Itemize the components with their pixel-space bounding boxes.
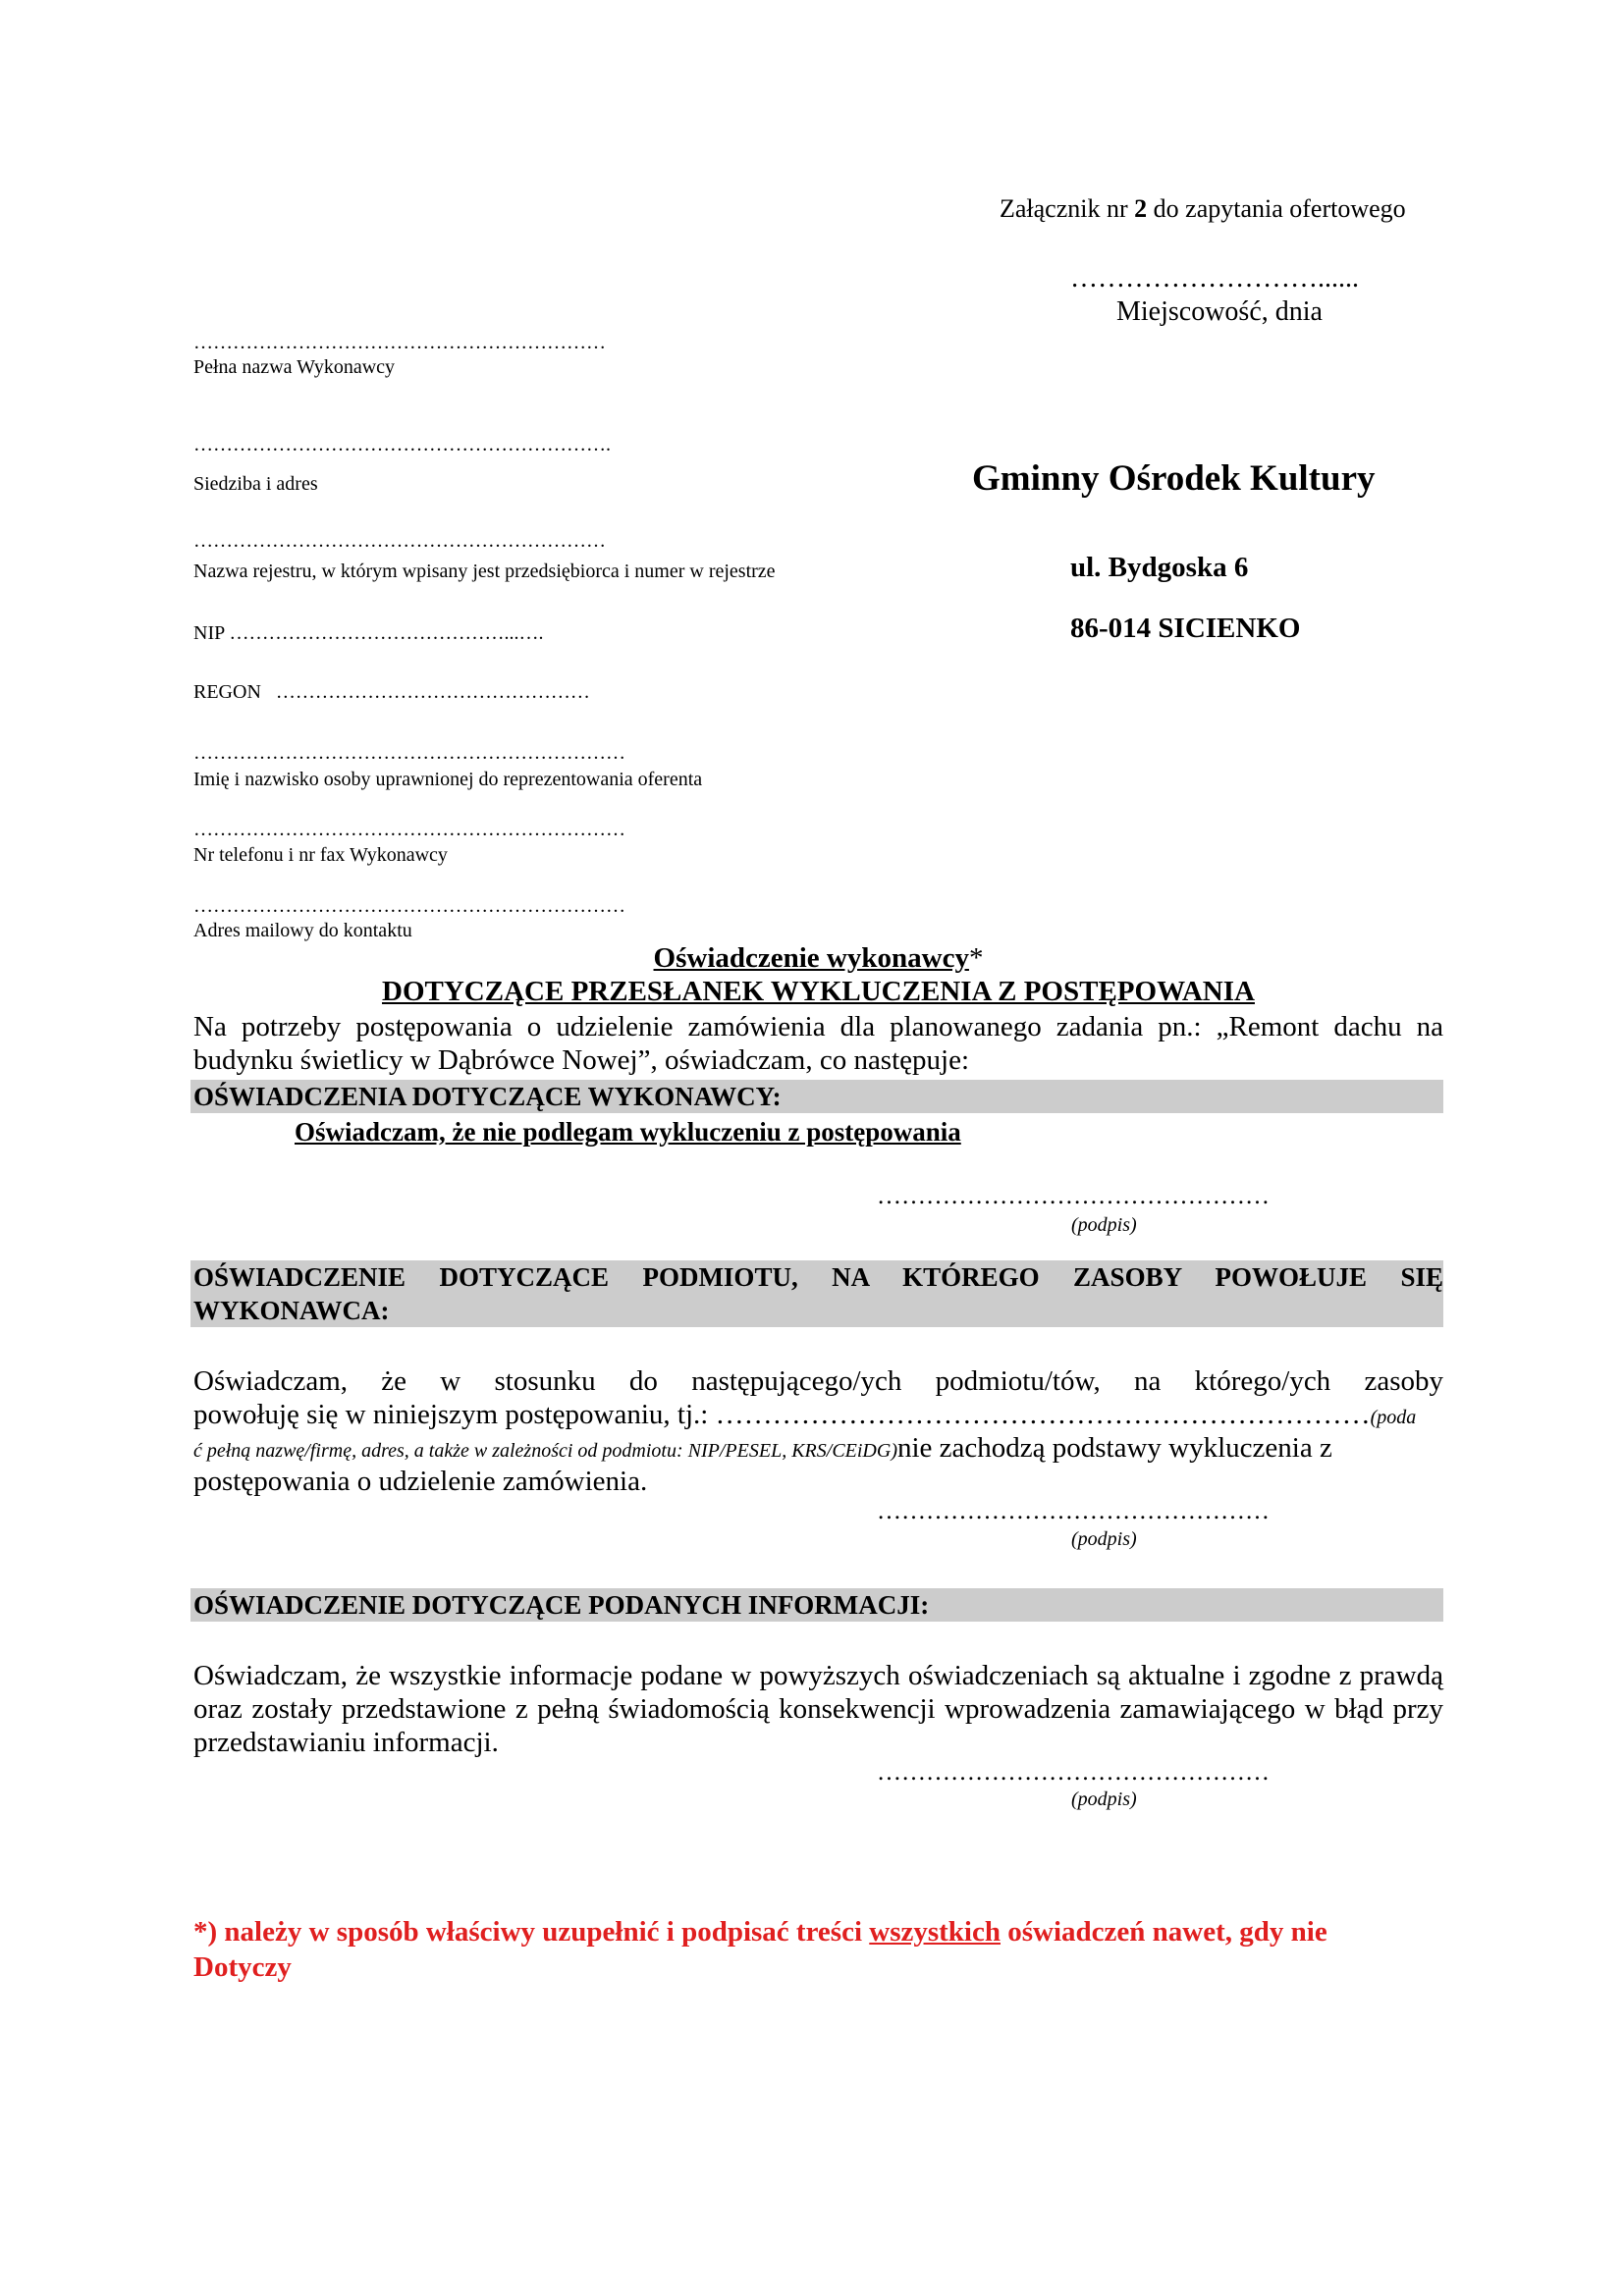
- section1-heading: OŚWIADCZENIA DOTYCZĄCE WYKONAWCY:: [193, 1082, 782, 1111]
- annex-suffix: do zapytania ofertowego: [1147, 194, 1406, 223]
- title-line1: [193, 942, 1443, 975]
- registry-label: Nazwa rejestru, w którym wpisany jest przedsiębiorca i numer w rejestrze: [193, 561, 776, 582]
- section2-line3-italic: ć pełną nazwę/firmę, adres, a także w zależności od podmiotu: NIP/PESEL, KRS/CEiDG): [193, 1440, 897, 1462]
- regon-label: REGON: [193, 681, 261, 703]
- section2-line1: Oświadczam, że w stosunku do następującego/ych podmiotu/tów, na którego/ych zasoby: [193, 1365, 1443, 1397]
- phone-fax-label: Nr telefonu i nr fax Wykonawcy: [193, 844, 448, 866]
- recipient-street: ul. Bydgoska 6: [1070, 552, 1249, 583]
- section1-signature-label: (podpis): [1071, 1214, 1137, 1236]
- section1-statement: Oświadczam, że nie podlegam wykluczeniu z postępowania: [295, 1117, 961, 1147]
- section3-signature-label: (podpis): [1071, 1789, 1137, 1810]
- footnote-line1: [193, 1914, 1327, 1949]
- section2-heading-line1: OŚWIADCZENIE DOTYCZĄCE PODMIOTU, NA KTÓREGO ZASOBY POWOŁUJE SIĘ: [193, 1262, 1443, 1292]
- section2-signature-label: (podpis): [1071, 1528, 1137, 1550]
- recipient-name: Gminny Ośrodek Kultury: [972, 458, 1376, 499]
- annex-number: 2: [1134, 194, 1148, 223]
- representative-dots: …………………………………………………………: [193, 742, 625, 764]
- section3-signature-dots: …………………………………………: [877, 1759, 1270, 1786]
- section2-line4: postępowania o udzielenie zamówienia.: [193, 1466, 648, 1497]
- phone-fax-dots: …………………………………………………………: [193, 819, 625, 840]
- section3-heading: OŚWIADCZENIE DOTYCZĄCE PODANYCH INFORMACJI:: [193, 1590, 930, 1620]
- intro-line1: Na potrzeby postępowania o udzielenie zamówienia dla planowanego zadania pn.: „Remont dachu na: [193, 1011, 1443, 1042]
- title-line2: DOTYCZĄCE PRZESŁANEK WYKLUCZENIA Z POSTĘPOWANIA: [382, 976, 1255, 1007]
- section1-signature-dots: …………………………………………: [877, 1183, 1270, 1209]
- title-statement: Oświadczenie wykonawcy: [653, 942, 969, 974]
- section3-line2: oraz zostały przedstawione z pełną świadomością konsekwencji wprowadzenia zamawiającego w błąd przy: [193, 1693, 1443, 1725]
- nip-dots: ……………………………………...….: [229, 622, 544, 644]
- nip-field: [193, 622, 543, 645]
- annex-prefix: Załącznik nr: [1000, 194, 1135, 223]
- footnote-line2: Dotyczy: [193, 1951, 292, 1983]
- nip-label: NIP: [193, 622, 225, 644]
- footnote-text-1: *) należy w sposób właściwy uzupełnić i podpisać treści: [193, 1916, 870, 1948]
- intro-line2: budynku świetlicy w Dąbrówce Nowej”, oświadczam, co następuje:: [193, 1044, 970, 1076]
- email-label: Adres mailowy do kontaktu: [193, 920, 412, 941]
- regon-dots: …………………………………………: [275, 681, 590, 703]
- annex-line: [1000, 194, 1406, 224]
- contractor-name-dots: ………………………………………………………: [193, 332, 606, 353]
- recipient-city: 86-014 SICIENKO: [1070, 613, 1301, 644]
- place-date-dots: ………………………......: [1070, 263, 1359, 294]
- representative-label: Imię i nazwisko osoby uprawnionej do reprezentowania oferenta: [193, 769, 703, 790]
- footnote-emphasis: wszystkich: [869, 1916, 1001, 1948]
- section2-line3-text: nie zachodzą podstawy wykluczenia z: [896, 1432, 1332, 1464]
- section2-line2-italic: (poda: [1370, 1407, 1417, 1428]
- footnote-text-2: oświadczeń nawet, gdy nie: [1001, 1916, 1327, 1948]
- section3-line1: Oświadczam, że wszystkie informacje podane w powyższych oświadczeniach są aktualne i zgodne z prawdą: [193, 1660, 1443, 1691]
- section2-heading-line2: WYKONAWCA:: [193, 1296, 390, 1325]
- section2-signature-dots: …………………………………………: [877, 1498, 1270, 1524]
- section2-line2-text: powołuję się w niniejszym postępowaniu, tj.: ……………………………………………………………: [193, 1399, 1371, 1430]
- section3-line3: przedstawianiu informacji.: [193, 1727, 499, 1758]
- contractor-name-label: Pełna nazwa Wykonawcy: [193, 356, 396, 378]
- section2-line2: [193, 1398, 1416, 1434]
- title-asterisk: *: [968, 942, 984, 974]
- registry-dots: ………………………………………………………: [193, 530, 606, 552]
- email-dots: …………………………………………………………: [193, 895, 625, 917]
- contractor-address-label: Siedziba i adres: [193, 473, 318, 495]
- regon-field: [193, 681, 590, 704]
- section2-line3: [193, 1431, 1332, 1468]
- contractor-address-dots: ……………………………………………………….: [193, 434, 611, 455]
- place-date-label: Miejscowość, dnia: [1116, 296, 1323, 327]
